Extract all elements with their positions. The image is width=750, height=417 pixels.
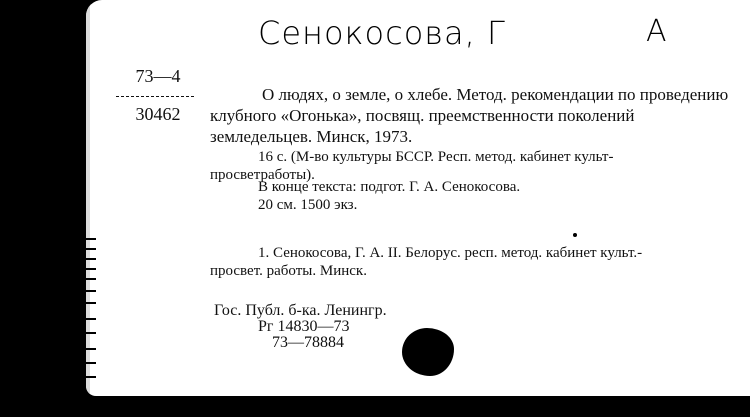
scan-tick: [86, 290, 96, 292]
call-number-bottom: 30462: [135, 104, 181, 124]
scan-tick: [86, 248, 96, 250]
scan-tick: [86, 268, 96, 270]
scan-tick: [86, 302, 96, 304]
scan-tick: [86, 362, 96, 364]
scan-tick: [86, 238, 96, 240]
library-line-2: Рг 14830—73: [258, 318, 350, 335]
tracing-line-1: 1. Сенокосова, Г. А. II. Белорус. респ. метод. кабинет культ.-: [258, 245, 643, 261]
series-line-continued: просветработы).: [210, 167, 315, 183]
title-text: О людях, о земле, о хлебе. Метод. рекомендации по проведению клубного «Огонька», посвящ. преемственности поколений земледельцев. Минск, 1973.: [210, 85, 729, 146]
call-number-top: 73—4: [135, 66, 181, 86]
scan-tick: [86, 332, 96, 334]
scan-tick: [86, 278, 96, 280]
ink-dot: [573, 233, 577, 237]
scan-tick: [86, 318, 96, 320]
call-number-divider: [116, 96, 194, 97]
handwritten-letter: А: [646, 14, 668, 49]
scan-tick: [86, 376, 96, 378]
size-line: 20 см. 1500 экз.: [258, 197, 358, 213]
note-line: В конце текста: подгот. Г. А. Сенокосова.: [258, 179, 521, 195]
scan-tick: [86, 258, 96, 260]
tracing-line-2: просвет. работы. Минск.: [210, 263, 367, 279]
scan-tick: [86, 348, 96, 350]
library-line-1: Гос. Публ. б-ка. Ленингр.: [214, 302, 387, 319]
library-line-3: 73—78884: [272, 334, 344, 351]
ink-blot: [402, 328, 454, 376]
pages-line: 16 с. (М-во культуры БССР. Респ. метод. кабинет культ-: [258, 149, 614, 165]
handwritten-author: Сенокосова, Г: [258, 14, 506, 52]
